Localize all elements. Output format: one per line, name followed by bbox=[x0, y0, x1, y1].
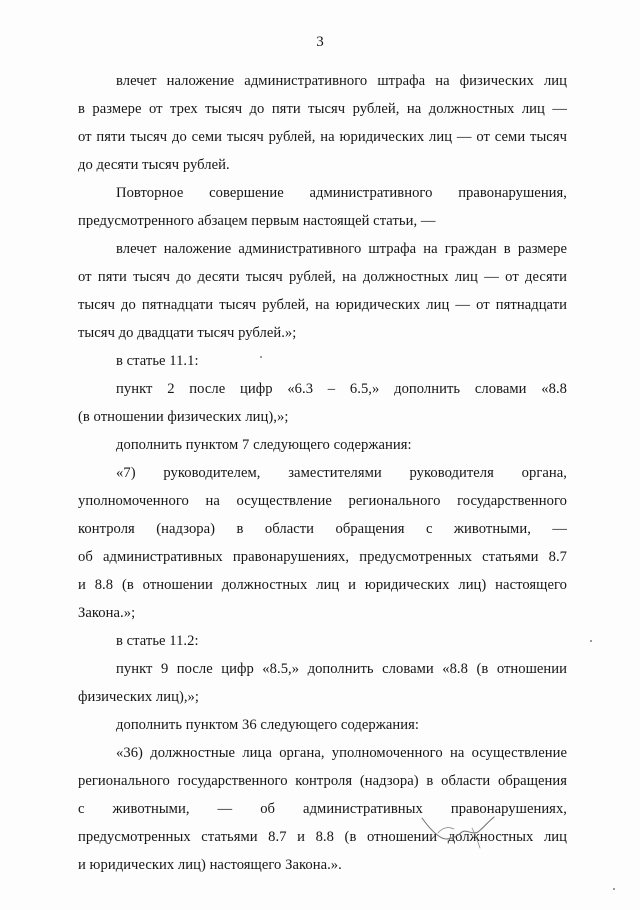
text-line: Повторное совершение административного правонарушения, bbox=[116, 185, 567, 201]
text-line: влечет наложение административного штрафа на граждан в размере bbox=[116, 241, 567, 257]
text-line: об административных правонарушениях, предусмотренных статьями 8.7 bbox=[78, 549, 567, 565]
scan-speck bbox=[613, 888, 615, 890]
handwritten-mark bbox=[418, 808, 500, 852]
text-line: уполномоченного на осуществление регионального государственного bbox=[78, 493, 567, 509]
text-line: (в отношении физических лиц),»; bbox=[78, 409, 289, 425]
text-line: в статье 11.2: bbox=[116, 633, 199, 649]
text-line: от пяти тысяч до семи тысяч рублей, на юридических лиц — от семи тысяч bbox=[78, 129, 567, 145]
text-line: тысяч до пятнадцати тысяч рублей, на юридических лиц — от пятнадцати bbox=[78, 297, 567, 313]
text-line: тысяч до двадцати тысяч рублей.»; bbox=[78, 325, 297, 341]
scan-speck bbox=[590, 640, 592, 642]
text-line: «36) должностные лица органа, уполномоченного на осуществление bbox=[116, 745, 567, 761]
text-line: дополнить пунктом 7 следующего содержания: bbox=[116, 437, 412, 453]
text-line: пункт 2 после цифр «6.3 – 6.5,» дополнить словами «8.8 bbox=[116, 381, 567, 397]
text-line: от пяти тысяч до десяти тысяч рублей, на должностных лиц — от десяти bbox=[78, 269, 567, 285]
text-line: регионального государственного контроля (надзора) в области обращения bbox=[78, 773, 567, 789]
text-line: предусмотренного абзацем первым настоящей статьи, — bbox=[78, 213, 436, 229]
text-line: влечет наложение административного штрафа на физических лиц bbox=[116, 73, 567, 89]
scan-speck bbox=[260, 356, 262, 358]
text-line: и 8.8 (в отношении должностных лиц и юридических лиц) настоящего bbox=[78, 577, 567, 593]
text-line: дополнить пунктом 36 следующего содержания: bbox=[116, 717, 419, 733]
text-line: Закона.»; bbox=[78, 605, 136, 621]
text-line: пункт 9 после цифр «8.5,» дополнить словами «8.8 (в отношении bbox=[116, 661, 567, 677]
text-line: «7) руководителем, заместителями руководителя органа, bbox=[116, 465, 567, 481]
text-line: с животными, — об административных правонарушениях, bbox=[78, 801, 567, 817]
text-line: предусмотренных статьями 8.7 и 8.8 (в отношении должностных лиц bbox=[78, 829, 567, 845]
text-line: в статье 11.1: bbox=[116, 353, 199, 369]
page-number: 3 bbox=[316, 34, 324, 50]
text-line: до десяти тысяч рублей. bbox=[78, 157, 230, 173]
text-line: в размере от трех тысяч до пяти тысяч рублей, на должностных лиц — bbox=[78, 101, 567, 117]
text-line: и юридических лиц) настоящего Закона.». bbox=[78, 857, 342, 873]
text-line: физических лиц),»; bbox=[78, 689, 200, 705]
text-line: контроля (надзора) в области обращения с животными, — bbox=[78, 521, 567, 537]
